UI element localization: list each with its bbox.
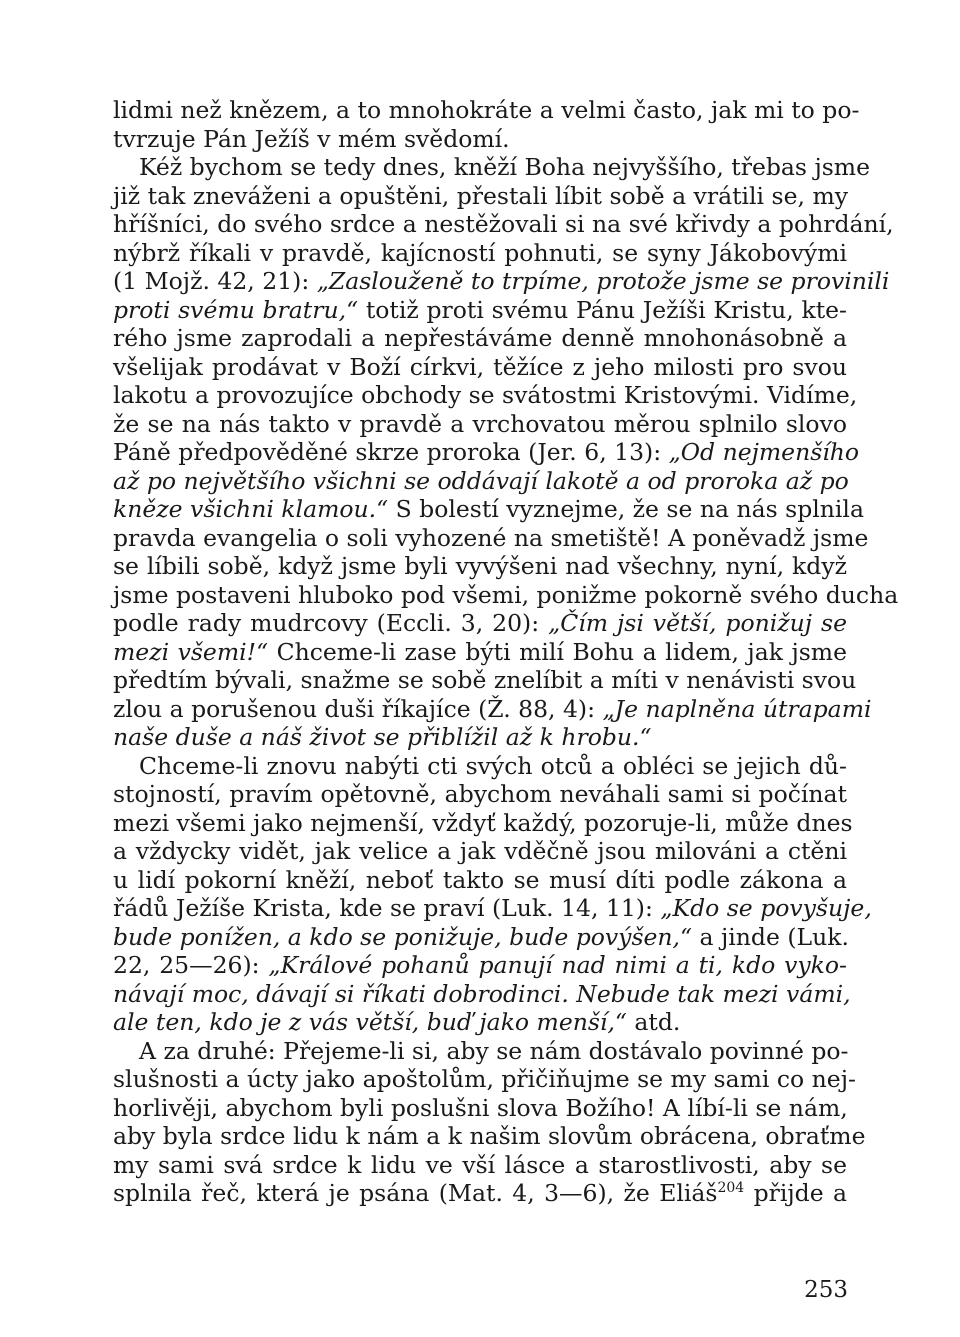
text-line: že se na nás takto v pravdě a vrchovatou měrou splnilo slovo (113, 409, 847, 438)
text-segment: 22, 25—26): (113, 951, 269, 979)
italic-quote: mezi všemi!“ (113, 637, 269, 666)
text-segment: a jinde (Luk. (692, 922, 849, 951)
text-line: u lidí pokorní kněží, neboť takto se musí díti podle zákona a (113, 865, 847, 894)
footnote-ref: 204 (717, 1180, 745, 1196)
text-segment: S bolestí vyznejme, že se na nás splnila (388, 495, 864, 523)
text-line (113, 467, 847, 496)
text-segment: splnila řeč, která je psána (Mat. 4, 3—6), že Eliáš (113, 1179, 718, 1207)
text-line: jsme postaveni hluboko pod všemi, ponižme pokorně svého ducha (113, 580, 899, 609)
text-line (113, 438, 860, 467)
text-line: již tak zneváženi a opuštěni, přestali líbit sobě a vrátili se, my (113, 181, 849, 210)
italic-quote: ale ten, kdo je z vás větší, buď jako menší,“ (113, 1008, 627, 1036)
text-line (113, 296, 847, 325)
text-line: Kéž bychom se tedy dnes, kněží Boha nejvyššího, třebas jsme (139, 153, 870, 181)
text-line: my sami svá srdce k lidu ve vší lásce a starostlivosti, aby se (113, 1150, 847, 1179)
text-line (113, 638, 847, 667)
text-line: mezi všemi jako nejmenší, vždyť každý, pozoruje-li, může dnes (113, 808, 853, 837)
text-line (113, 923, 847, 952)
text-line (113, 495, 864, 524)
text-segment: atd. (626, 1008, 681, 1036)
italic-quote: „Je naplněna útrapami (602, 694, 872, 723)
italic-quote: bude ponížen, a kdo se ponižuje, bude povýšen,“ (113, 922, 693, 951)
text-segment: přijde a (744, 1179, 848, 1207)
text-line (113, 267, 890, 296)
italic-quote: „Králové pohanů panují nad nimi a ti, kdo vyko- (268, 951, 847, 979)
text-line: lakotu a provozujíce obchody se svátostmi Kristovými. Vidíme, (113, 381, 858, 409)
italic-quote: „Kdo se povyšuje, (660, 894, 872, 922)
italic-quote: návají moc, dávají si říkati dobrodinci. Nebude tak mezi vámi, (113, 979, 851, 1008)
page-number: 253 (804, 1277, 848, 1303)
text-line (113, 979, 851, 1009)
text-segment: Chceme-li zase býti milí Bohu a lidem, jak jsme (268, 637, 848, 666)
italic-quote: naše duše a náš život se přiblížil až k hrobu.“ (113, 723, 652, 751)
text-line: aby byla srdce lidu k nám a k našim slovům obrácena, obraťme (113, 1122, 866, 1150)
text-line (113, 723, 847, 752)
text-line (113, 951, 847, 980)
body-text (113, 96, 899, 1208)
text-line (113, 1179, 847, 1208)
text-line: tvrzuje Pán Ježíš v mém svědomí. (113, 124, 510, 153)
text-segment: totiž proti svému Pánu Ježíši Kristu, kte- (358, 295, 847, 324)
text-line: hříšníci, do svého srdce a nestěžovali si na své křivdy a pohrdání, (113, 210, 894, 238)
text-segment: Páně předpověděné skrze proroka (Jer. 6, 13): (113, 438, 669, 466)
text-line: pravda evangelia o soli vyhozené na smetiště! A poněvadž jsme (113, 523, 869, 552)
text-line (113, 609, 847, 638)
italic-quote: „Čím jsi větší, ponižuj se (548, 609, 848, 637)
text-line: všelijak prodávat v Boží církvi, těžíce z jeho milosti pro svou (113, 352, 847, 381)
text-line: předtím bývali, snažme se sobě znelíbit a míti v nenávisti svou (113, 666, 857, 694)
text-line: rého jsme zaprodali a nepřestáváme denně mnohonásobně a (113, 324, 847, 352)
italic-quote: „Zaslouženě to trpíme, protože jsme se provinili (316, 267, 890, 295)
text-line: stojností, pravím opětovně, abychom neváhali sami si počínat (113, 780, 847, 808)
italic-quote: proti svému bratru,“ (113, 295, 359, 324)
text-line: a vždycky vidět, jak velice a jak vděčně jsou milováni a ctěni (113, 837, 847, 865)
text-line: se líbili sobě, když jsme byli vyvýšeni nad všechny, nyní, když (113, 552, 847, 580)
text-line (113, 694, 872, 724)
italic-quote: kněze všichni klamou.“ (113, 495, 389, 523)
text-line: Chceme-li znovu nabýti cti svých otců a obléci se jejich dů- (139, 751, 847, 780)
text-segment: zlou a porušenou duši říkajíce (Ž. 88, 4): (113, 694, 603, 723)
text-line (113, 894, 872, 923)
text-line (113, 1008, 847, 1037)
text-line: lidmi než knězem, a to mnohokráte a velmi často, jak mi to po- (113, 96, 860, 124)
text-line: A za druhé: Přejeme-li si, aby se nám dostávalo povinné po- (139, 1036, 849, 1065)
italic-quote: „Od nejmenšího (668, 438, 860, 466)
text-segment: (1 Mojž. 42, 21): (113, 267, 317, 295)
italic-quote: až po největšího všichni se oddávají lakotě a od proroka až po (113, 466, 849, 495)
text-segment: podle rady mudrcovy (Eccli. 3, 20): (113, 609, 549, 637)
text-segment: řádů Ježíše Krista, kde se praví (Luk. 14, 11): (113, 894, 661, 922)
text-line: slušnosti a úcty jako apoštolům, přičiňujme se my sami co nej- (113, 1065, 856, 1093)
text-line: horlivěji, abychom byli poslušni slova Božího! A líbí-li se nám, (113, 1093, 848, 1122)
text-line: nýbrž říkali v pravdě, kajícností pohnuti, se syny Jákobovými (113, 238, 847, 267)
